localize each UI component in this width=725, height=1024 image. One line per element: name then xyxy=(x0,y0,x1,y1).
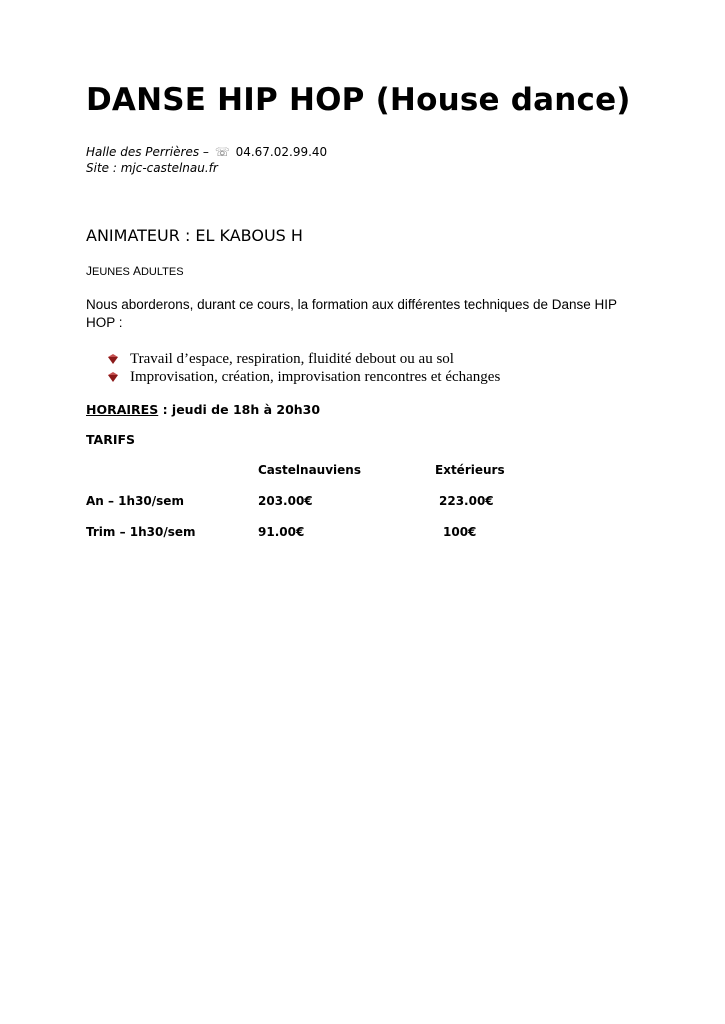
bullet-text: Travail d’espace, respiration, fluidité debout ou au sol xyxy=(130,351,454,367)
price-annual-castelnauviens: 203.00€ xyxy=(258,494,313,508)
row-label-trimester: Trim – 1h30/sem xyxy=(86,525,196,539)
bullet-text: Improvisation, création, improvisation rencontres et échanges xyxy=(130,369,501,385)
price-trimester-castelnauviens: 91.00€ xyxy=(258,525,305,539)
audience-letter-a: A xyxy=(132,264,141,278)
bullet-list xyxy=(108,350,500,386)
schedule-label: HORAIRES xyxy=(86,402,159,417)
schedule-line xyxy=(86,402,320,417)
diamond-bullet-icon xyxy=(108,354,118,364)
telephone-icon: ☏ xyxy=(214,145,230,159)
schedule-value: : jeudi de 18h à 20h30 xyxy=(158,402,321,417)
tarifs-heading: TARIFS xyxy=(86,432,136,447)
venue-line xyxy=(86,144,327,160)
list-item xyxy=(108,368,500,386)
price-annual-exterieurs: 223.00€ xyxy=(439,494,494,508)
row-label-annual: An – 1h30/sem xyxy=(86,494,184,508)
audience-label xyxy=(86,264,184,278)
column-header-exterieurs: Extérieurs xyxy=(435,463,505,477)
audience-part-2: DULTES xyxy=(140,266,184,278)
list-item xyxy=(108,350,500,368)
phone-number: 04.67.02.99.40 xyxy=(235,145,328,159)
animateur-heading: ANIMATEUR : EL KABOUS H xyxy=(86,226,303,245)
page-title: DANSE HIP HOP (House dance) xyxy=(86,82,631,118)
diamond-bullet-icon xyxy=(108,372,118,382)
location-block xyxy=(86,144,327,176)
audience-part-1: EUNES xyxy=(92,266,133,278)
price-trimester-exterieurs: 100€ xyxy=(443,525,477,539)
intro-paragraph: Nous aborderons, durant ce cours, la formation aux différentes techniques de Danse HIP HOP : xyxy=(86,297,617,330)
website-line: Site : mjc-castelnau.fr xyxy=(86,161,218,175)
venue-name: Halle des Perrières – xyxy=(86,145,213,159)
audience-letter-j: J xyxy=(86,264,92,278)
column-header-castelnauviens: Castelnauviens xyxy=(258,463,361,477)
